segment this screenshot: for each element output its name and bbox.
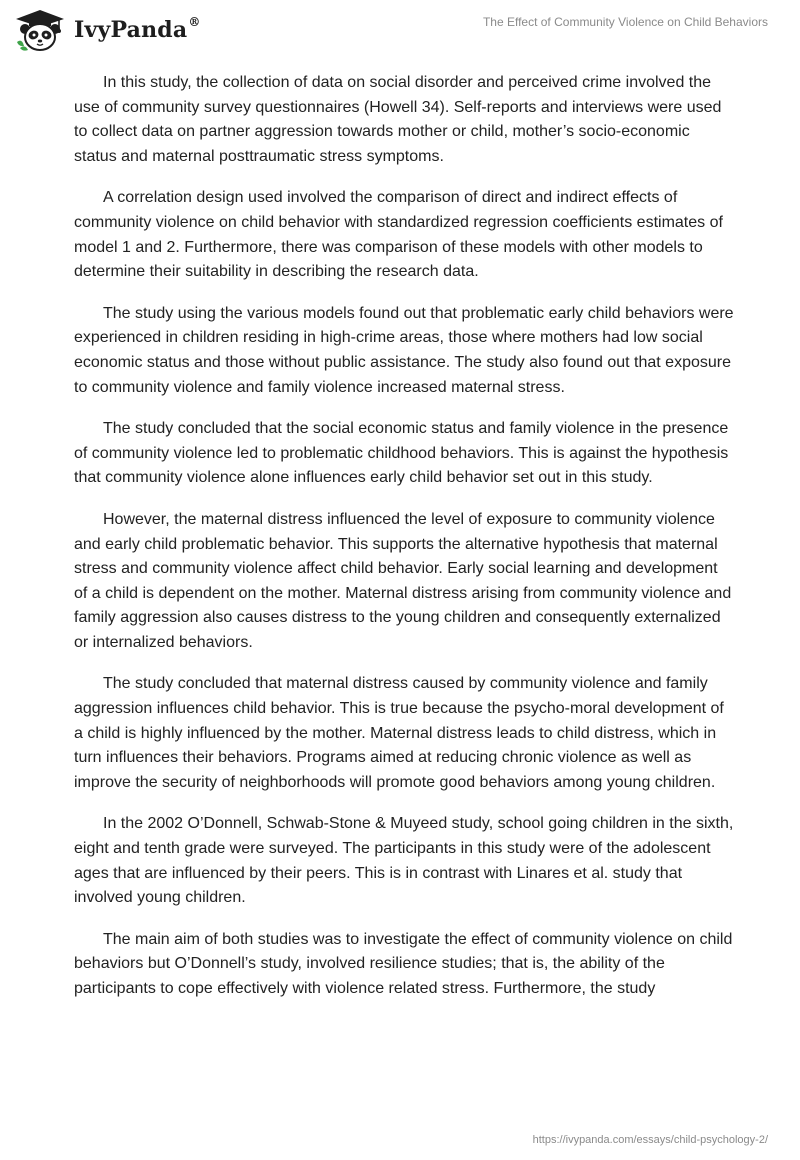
page-header (0, 0, 800, 60)
running-title: The Effect of Community Violence on Child Behaviors (482, 15, 768, 29)
registered-mark: ® (188, 15, 201, 29)
paragraph: In this study, the collection of data on social disorder and perceived crime involved the use of community survey questionnaires (Howell 34). Self-reports and interviews were used to collect data on partner aggression towards mother or child, mother’s socio-economic status and maternal posttraumatic stress symptoms. (74, 74, 722, 165)
paragraph: However, the maternal distress influenced the level of exposure to community violence and early child problematic behavior. This supports the alternative hypothesis that maternal stress and community violence affect child behavior. Early social learning and development of a child is dependent on the mother. Maternal distress arising from community violence and family aggression also causes distress to the young children and consequently externalized or internalized behaviors. (74, 510, 732, 651)
paragraph: In the 2002 O’Donnell, Schwab-Stone & Muyeed study, school going children in the sixth, eight and tenth grade were surveyed. The participants in this study were of the adolescent ages that are influenced by their peers. This is in contrast with Linares et al. study that involved young children. (74, 815, 734, 907)
paragraph: The study concluded that maternal distress caused by community violence and family aggression influences child behavior. This is true because the psycho-moral development of a child is highly influenced by the mother. Maternal distress leads to child distress, which in turn influences their behaviors. Programs aimed at reducing chronic violence as well as improve the security of neighborhoods will promote good behaviors among young children. (74, 675, 724, 791)
paragraph: The study concluded that the social economic status and family violence in the presence of community violence led to problematic childhood behaviors. This is against the hypothesis that community violence alone influences early child behavior set out in this study. (74, 420, 729, 487)
paragraph: A correlation design used involved the comparison of direct and indirect effects of community violence on child behavior with standardized regression coefficients estimates of model 1 and 2. Furthermore, there was comparison of these models with other models to determine their suitability in describing the research data. (74, 189, 723, 281)
panda-graduation-cap-icon (14, 8, 66, 52)
ivypanda-logo[interactable] (14, 8, 201, 52)
source-url[interactable]: https://ivypanda.com/essays/child-psychology-2/ (532, 1134, 768, 1146)
brand-name: IvyPanda® (74, 15, 201, 43)
paragraph: The study using the various models found out that problematic early child behaviors were experienced in children residing in high-crime areas, those where mothers had low social economic status and those without public assistance. The study also found out that exposure to community violence and family violence increased maternal stress. (74, 304, 734, 396)
paragraph: The main aim of both studies was to investigate the effect of community violence on child behaviors but O’Donnell’s study, involved resilience studies; that is, the ability of the participants to cope effectively with violence related stress. Furthermore, the study (74, 930, 733, 997)
essay-body (74, 71, 734, 1019)
